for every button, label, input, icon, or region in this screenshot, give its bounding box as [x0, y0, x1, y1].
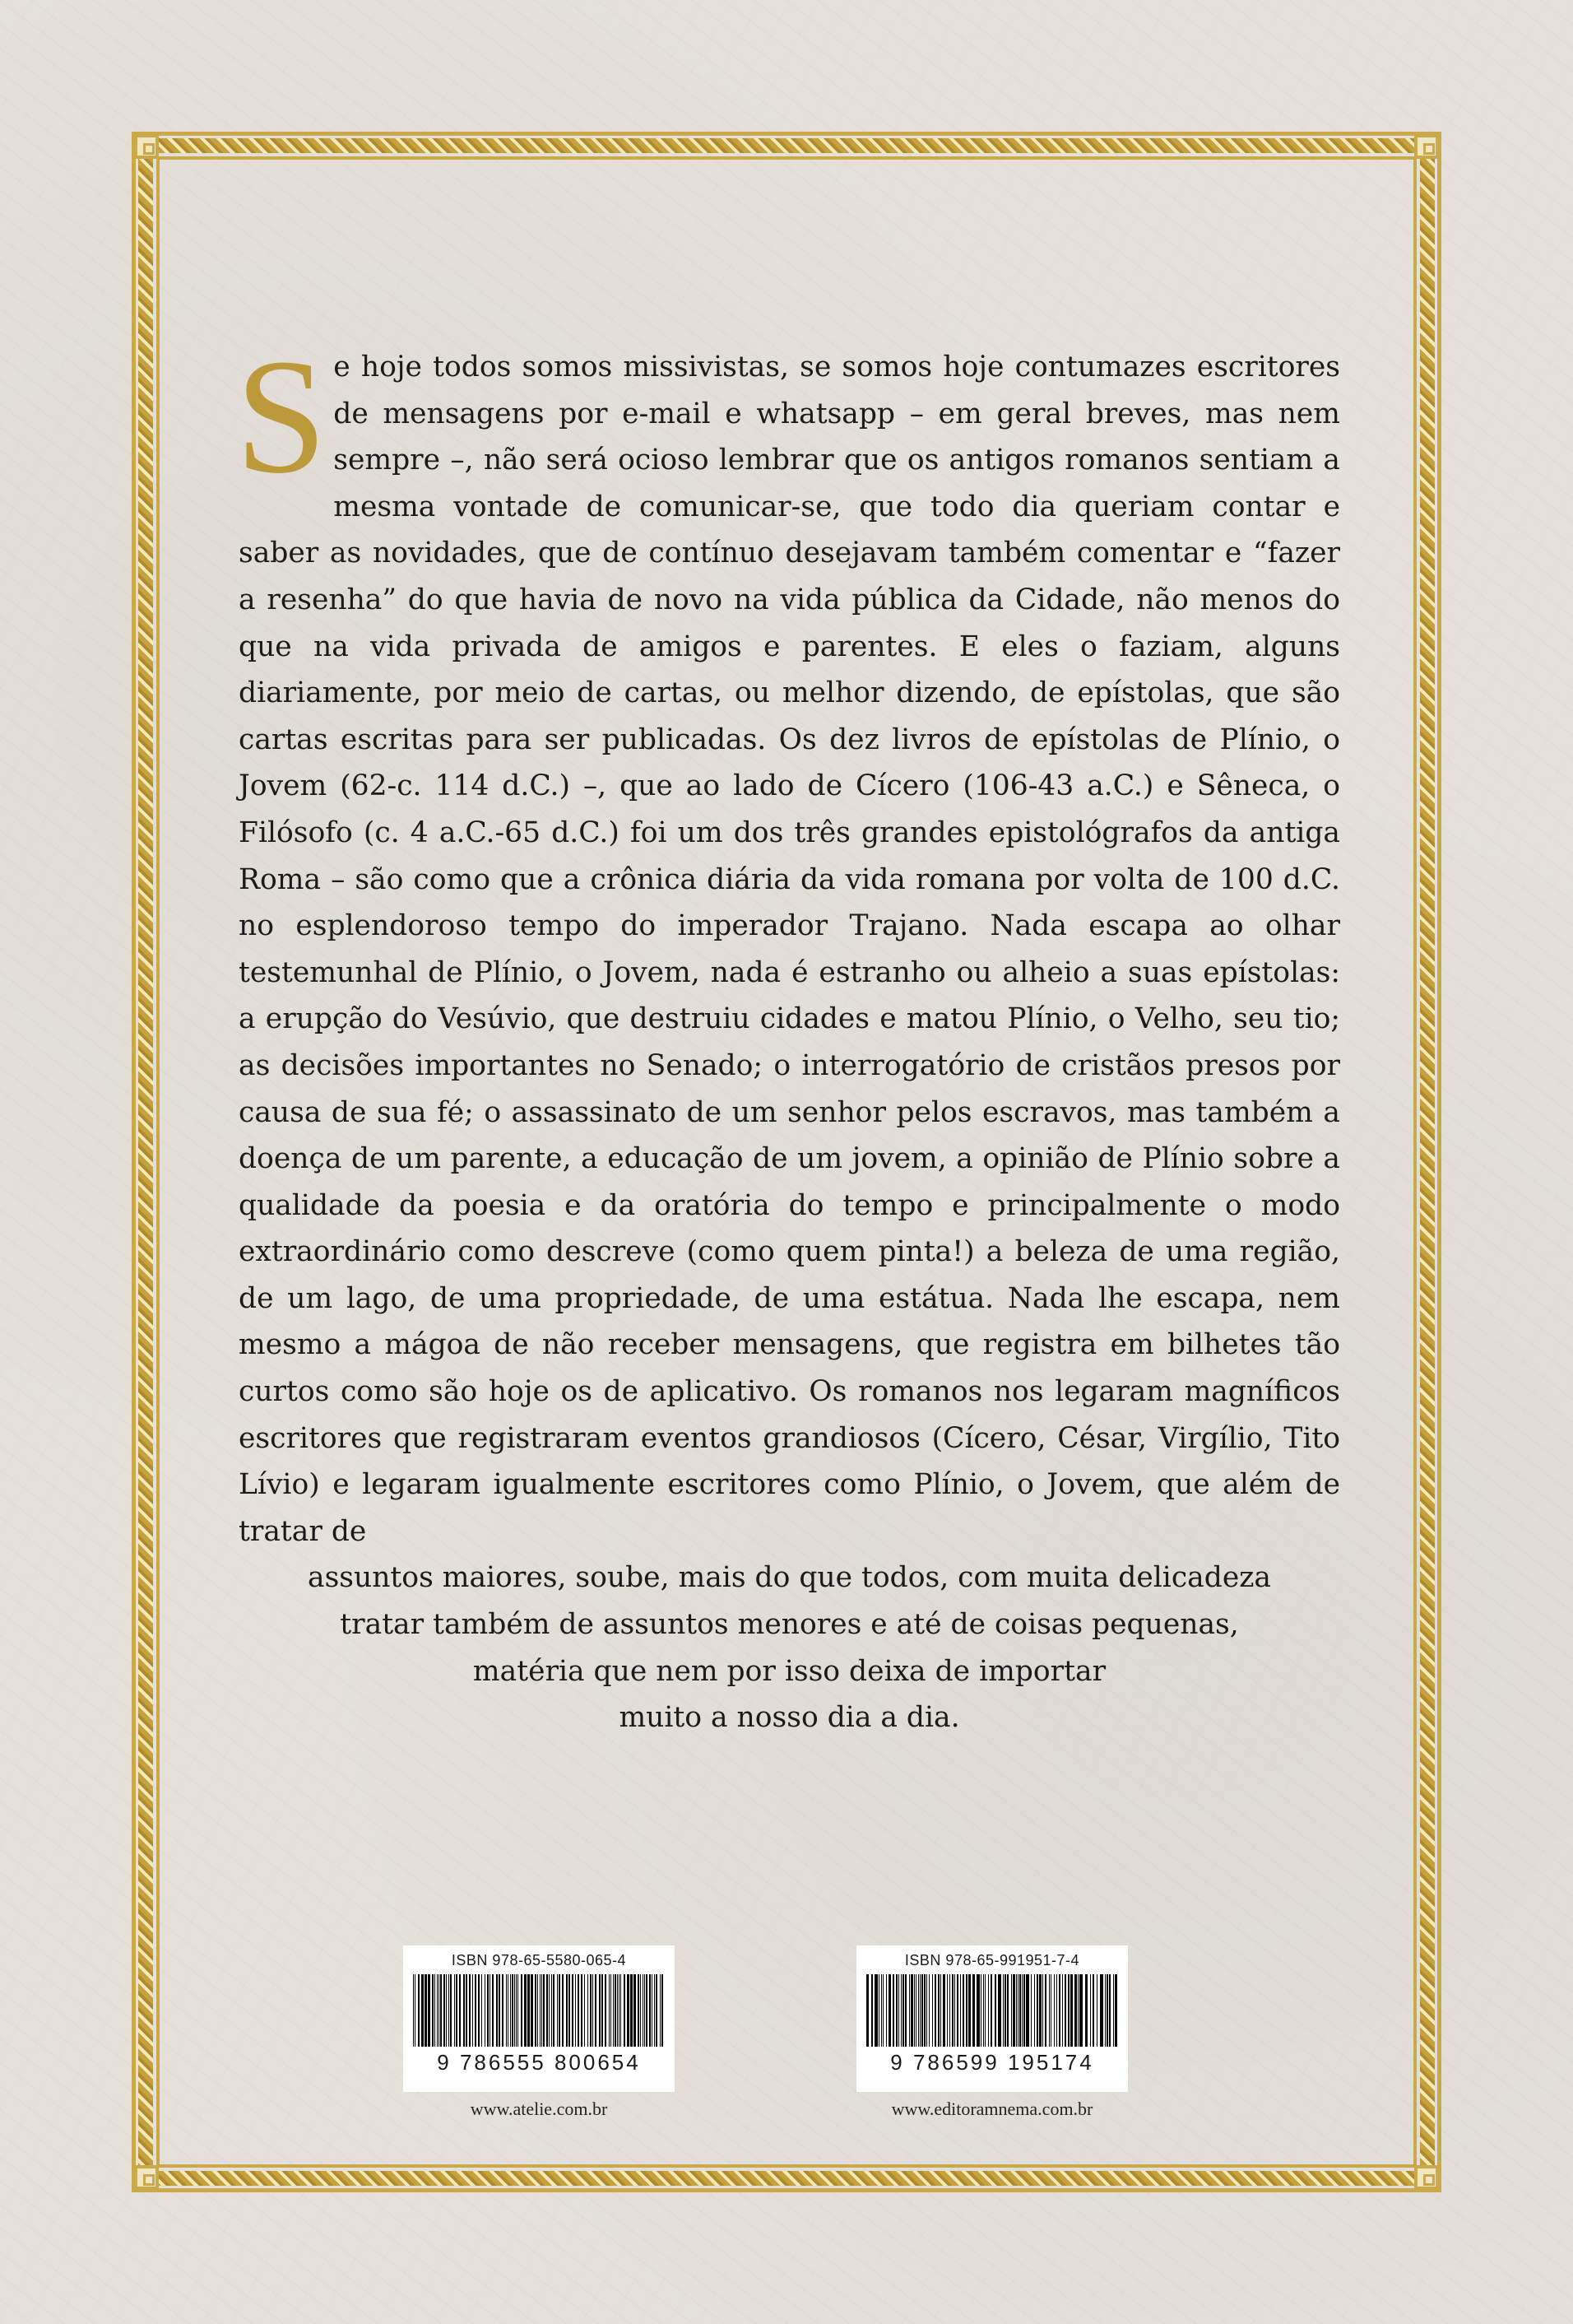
isbn-label: ISBN 978-65-5580-065-4 [451, 1952, 627, 1968]
frame-corner-ornament [1414, 134, 1439, 159]
publisher-url[interactable]: www.atelie.com.br [470, 2099, 608, 2119]
barcode-bars [866, 1974, 1118, 2047]
main-paragraph [235, 326, 1340, 1555]
frame-corner-ornament [134, 2165, 159, 2190]
drop-cap: S [235, 326, 327, 508]
ending-line: matéria que nem por isso deixa de importar [472, 1654, 1107, 1688]
tapered-ending [239, 1555, 1340, 1741]
barcode-mnema [856, 1945, 1128, 2092]
barcode-bars [413, 1974, 665, 2047]
ending-line: tratar também de assuntos menores e até de coisas pequenas, [340, 1608, 1239, 1642]
frame-corner-ornament [134, 134, 159, 159]
barcode-digits: 9 786599 195174 [890, 2050, 1094, 2075]
publisher-url[interactable]: www.editoramnema.com.br [891, 2099, 1093, 2119]
barcode-atelie [403, 1945, 675, 2092]
ending-line: assuntos maiores, soube, mais do que todos, com muita delicadeza [308, 1561, 1271, 1595]
ending-line: muito a nosso dia a dia. [619, 1701, 960, 1735]
back-cover-text [235, 326, 1340, 1741]
barcode-digits: 9 786555 800654 [437, 2050, 641, 2075]
main-paragraph-text: e hoje todos somos missivistas, se somos hoje contumazes escritores de mensagens por e-mail e whatsapp – em geral breves, mas nem sempre –, não será ocioso lembrar que os antigos romanos sentiam a mesma vontade de comunicar-se, que todo dia queriam contar e saber as novidades, que de contínuo desejavam também comentar e “fazer a resenha” do que havia de novo na vida pública da Cidade, não menos do que na vida privada de amigos e parentes. E eles o faziam, alguns diariamente, por meio de cartas, ou melhor dizendo, de epístolas, que são cartas escritas para ser publicadas. Os dez livros de epístolas de Plínio, o Jovem (62-c. 114 d.C.) –, que ao lado de Cícero (106-43 a.C.) e Sêneca, o Filósofo (c. 4 a.C.-65 d.C.) foi um dos três grandes epistológrafos da antiga Roma – são como que a crônica diária da vida romana por volta de 100 d.C. no esplendoroso tempo do imperador Trajano. Nada escapa ao olhar testemunhal de Plínio, o Jovem, nada é estranho ou alheio a suas epístolas: a erupção do Vesúvio, que destruiu cidades e matou Plínio, o Velho, seu tio; as decisões importantes no Senado; o interrogatório de cristãos presos por causa de sua fé; o assassinato de um senhor pelos escravos, mas também a doença de um parente, a educação de um jovem, a opinião de Plínio sobre a qualidade da poesia e da oratória do tempo e principalmente o modo extraordinário como descreve (como quem pinta!) a beleza de uma região, de um lago, de uma propriedade, de uma estátua. Nada lhe escapa, nem mesmo a mágoa de não receber mensagens, que registra em bilhetes tão curtos como são hoje os de aplicativo. Os romanos nos legaram magníficos escritores que registraram eventos grandiosos (Cícero, César, Virgílio, Tito Lívio) e legaram igualmente escritores como Plínio, o Jovem, que além de tratar de [239, 351, 1340, 1548]
frame-corner-ornament [1414, 2165, 1439, 2190]
isbn-label: ISBN 978-65-991951-7-4 [904, 1952, 1080, 1968]
